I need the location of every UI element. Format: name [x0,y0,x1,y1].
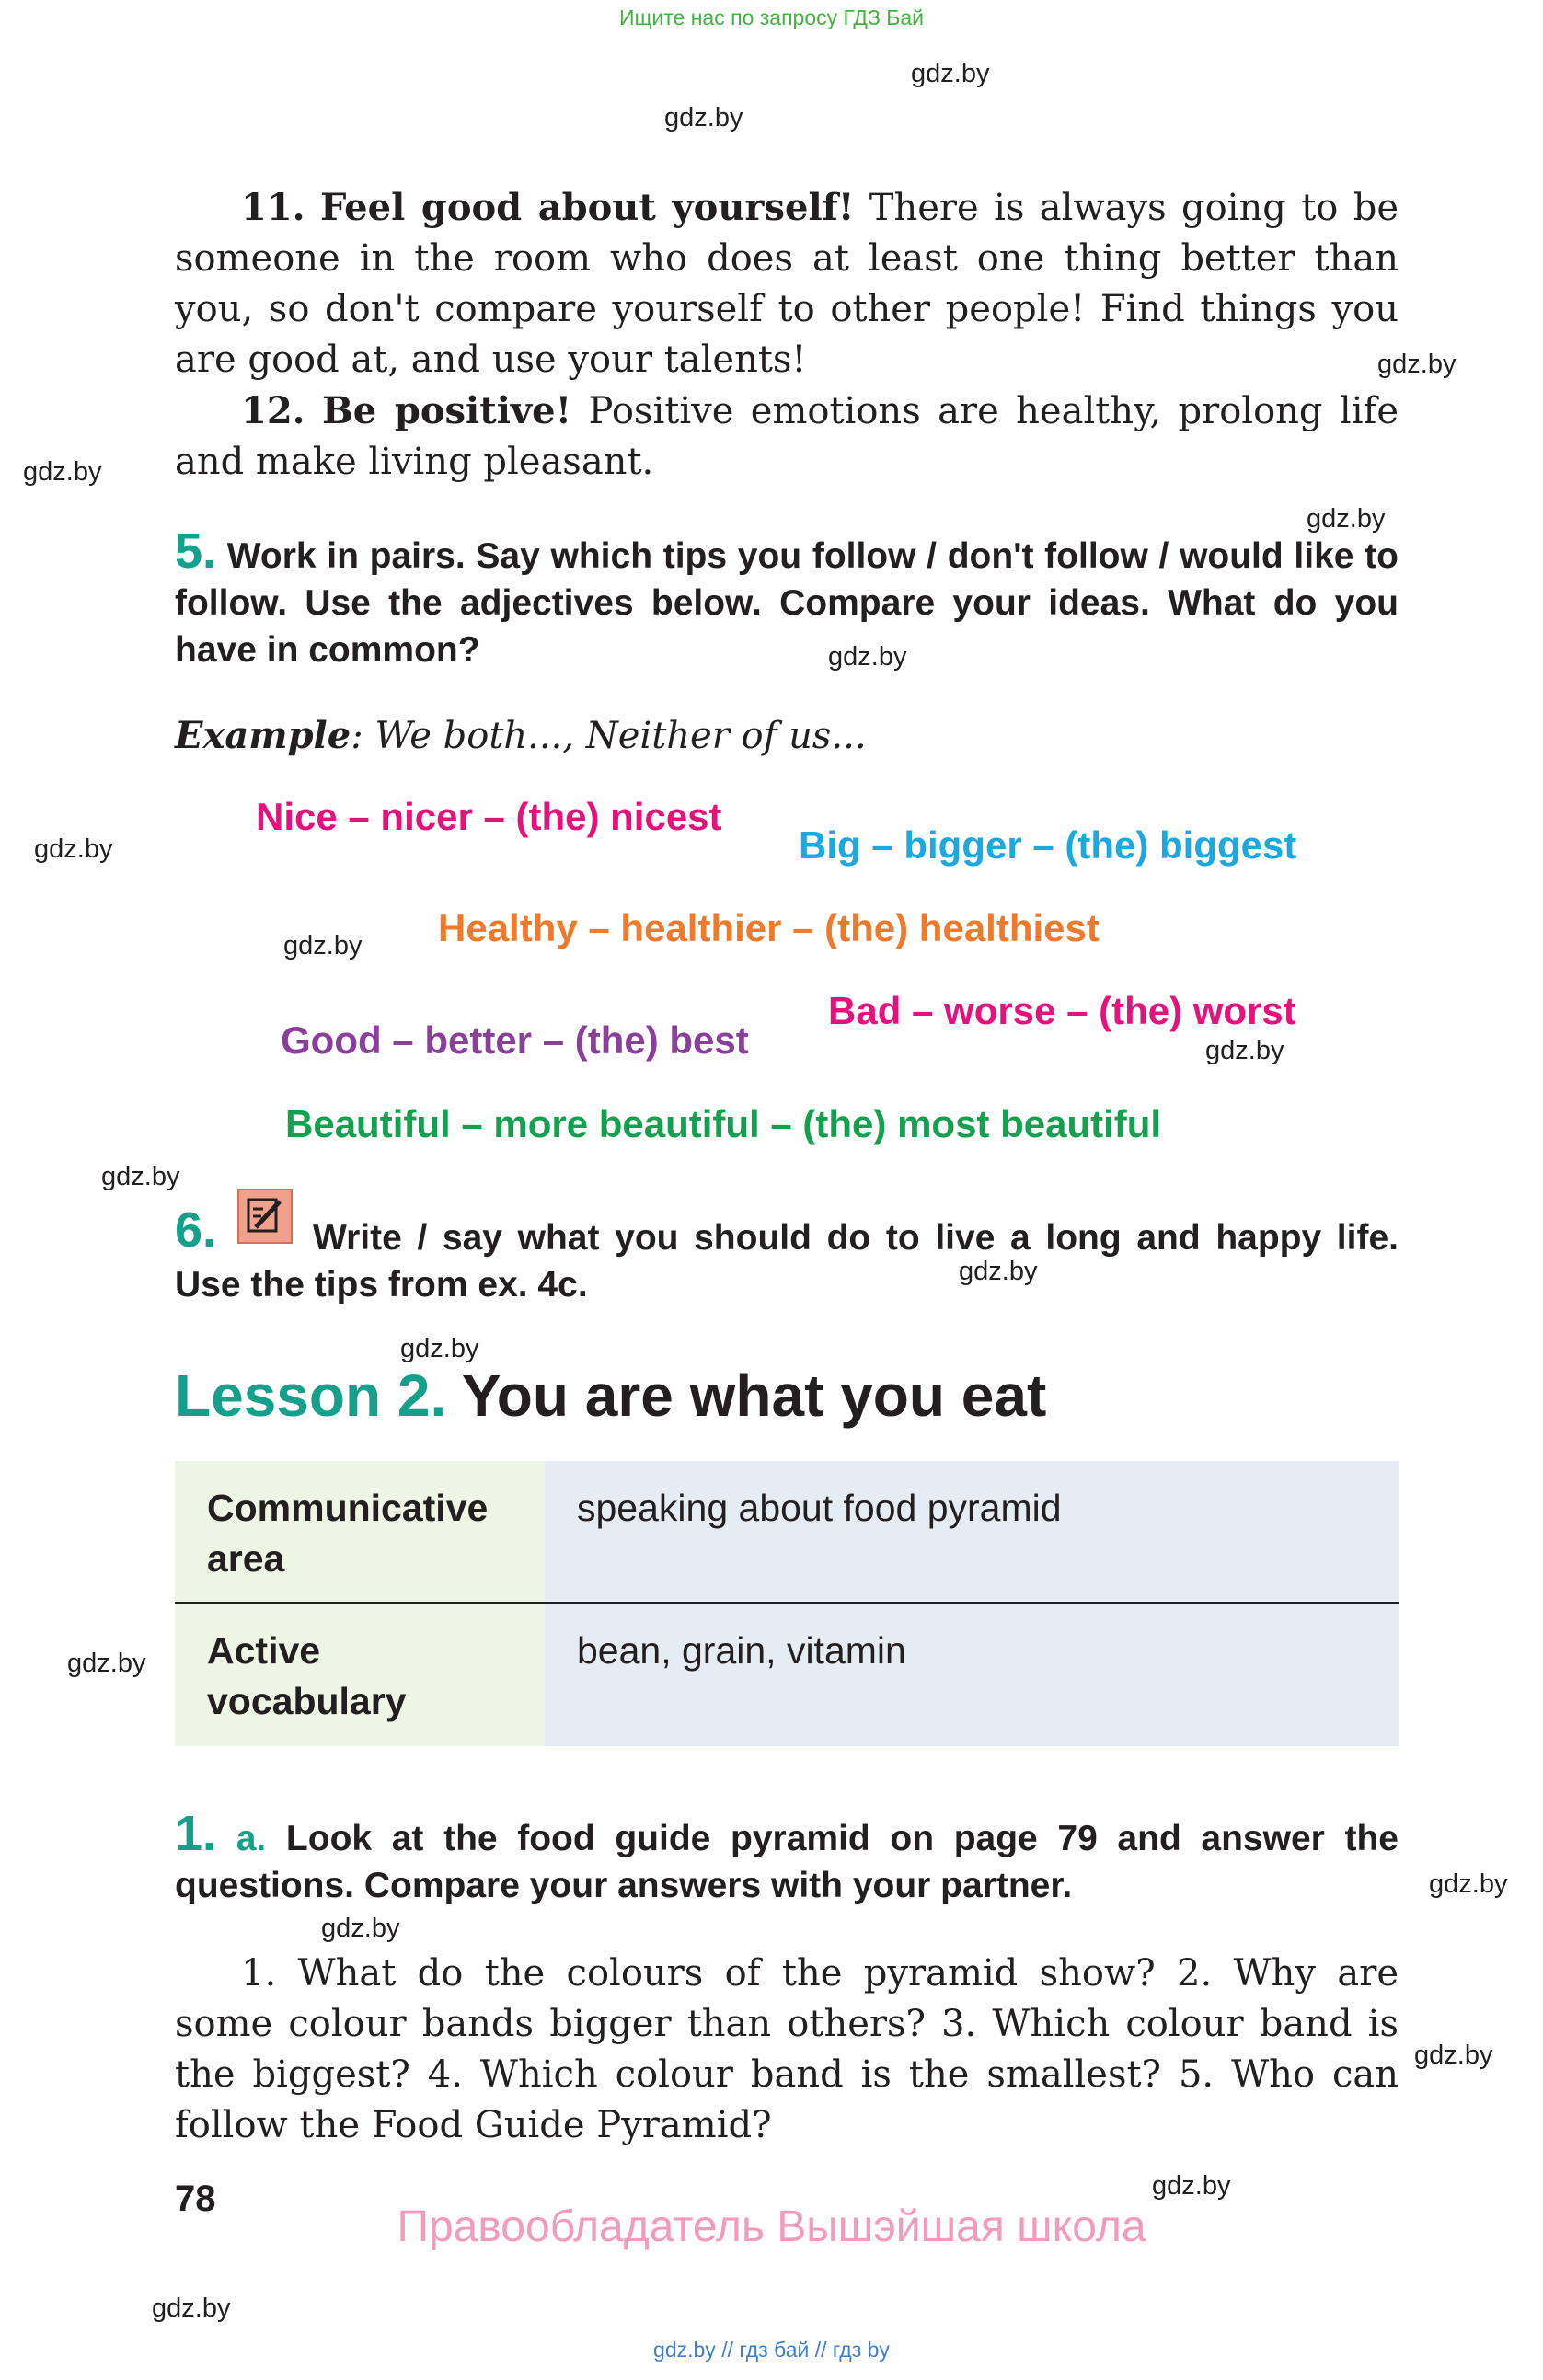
tip-title: Be positive! [322,389,572,432]
watermark: gdz.by [1377,350,1457,379]
adjective-healthy: Healthy – healthier – (the) healthiest [438,906,1100,949]
watermark: gdz.by [34,834,113,864]
watermark: gdz.by [1152,2171,1231,2201]
exercise-number: 5. [175,523,217,579]
watermark: gdz.by [664,103,743,132]
exercise-1-questions [175,1949,1399,2151]
watermark: gdz.by [828,642,907,672]
lesson-label: Lesson 2. [175,1362,447,1429]
watermark: gdz.by [1307,504,1386,534]
watermark: gdz.by [283,931,363,960]
tip-number: 12. [241,389,305,432]
top-banner[interactable]: Ищите нас по запросу ГДЗ Бай [618,6,925,29]
table-row [175,1604,1399,1746]
table-row [175,1461,1399,1604]
watermark: gdz.by [1205,1036,1284,1065]
lesson-heading [175,1362,1046,1430]
copyright-notice: Правообладатель Вышэйшая школа [397,2202,1146,2251]
exercise-number: 1. [175,1806,217,1861]
tip-number: 11. [241,186,305,229]
table-key [175,1604,545,1746]
tip-body: Positive emotions are healthy, prolong life and make living pleasant. [175,390,1399,483]
watermark: gdz.by [959,1257,1038,1286]
table-divider [175,1602,1399,1604]
watermark: gdz.by [67,1649,146,1678]
watermark: gdz.by [400,1334,479,1363]
adjective-nice: Nice – nicer – (the) nicest [256,795,722,838]
table-key [175,1461,545,1604]
watermark: gdz.by [911,59,990,88]
watermark: gdz.by [152,2294,231,2323]
adjective-big: Big – bigger – (the) biggest [799,823,1297,867]
watermark: gdz.by [1429,1869,1508,1899]
exercise-instruction: Look at the food guide pyramid on page 79 and answer the questions. Compare your answers with your partner. [175,1819,1399,1905]
watermark: gdz.by [101,1162,180,1191]
exercise-letter: a. [236,1819,267,1858]
example-text: : We both..., Neither of us... [351,715,867,757]
questions-text: 1. What do the colours of the pyramid show? 2. Why are some colour bands bigger than others? 3. Which colour band is the biggest? 4. Which colour band is the smallest? 5. Who can follow the Food Guide Pyramid? [175,1952,1399,2146]
exercise-5 [175,523,1399,673]
tip-title: Feel good about yourself! [319,186,855,229]
watermark: gdz.by [1414,2041,1493,2070]
example-line [175,714,867,757]
adjective-good: Good – better – (the) best [281,1018,749,1062]
exercise-6-instruction: Write / say what you should do to live a long and happy life. Use the tips from ex. 4c. [175,1218,1399,1305]
watermark: gdz.by [321,1914,400,1943]
exercise-number: 6. [175,1202,217,1258]
adjective-beautiful: Beautiful – more beautiful – (the) most beautiful [285,1102,1162,1145]
lesson-info-table [175,1461,1399,1746]
table-key-text: Communicative area [207,1487,489,1580]
adjective-bad: Bad – worse – (the) worst [828,989,1296,1032]
exercise-instruction: Work in pairs. Say which tips you follow / don't follow / would like to follow. Use the adjectives below. Compare your ideas. What do you have in common? [175,536,1399,670]
example-label: Example [175,714,351,757]
page-number: 78 [175,2179,216,2219]
table-key-text: Active vocabulary [207,1629,407,1722]
bottom-links[interactable]: gdz.by // гдз бай // гдз by [653,2338,890,2362]
tips-text [175,182,1399,488]
exercise-1 [175,1806,1399,1909]
lesson-title: You are what you eat [461,1362,1047,1429]
table-value: bean, grain, vitamin [545,1604,1399,1746]
table-value: speaking about food pyramid [545,1461,1399,1604]
watermark: gdz.by [23,457,102,487]
tip-body: There is always going to be someone in the room who does at least one thing better than you, so don't compare yourself to other people! Find things you are good at, and use your talents! [175,187,1399,381]
